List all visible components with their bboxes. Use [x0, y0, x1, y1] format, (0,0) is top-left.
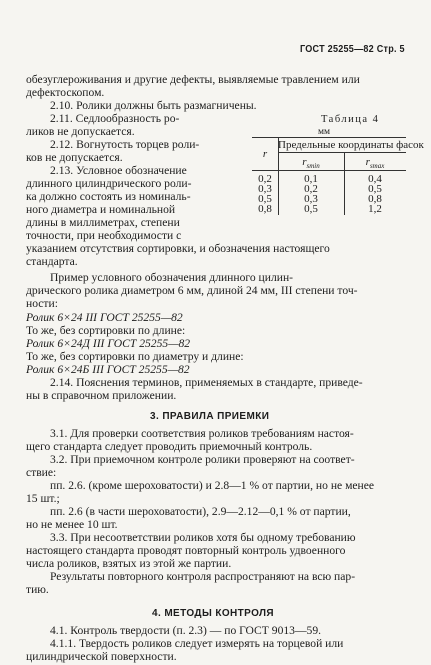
text-line: 4.1. Контроль твердости (п. 2.3) — по ГОСТ 9013—59.: [50, 624, 322, 637]
text-line: 4.1.1. Твердость роликов следует измерять на торцевой или: [50, 637, 344, 650]
text-line: ствие:: [26, 466, 57, 479]
text-line: числа роликов, взятых из этой же партии.: [26, 557, 232, 570]
text-line: длинного цилиндрического роли-: [26, 177, 192, 190]
table-caption: Таблица 4: [321, 114, 380, 125]
designation-example: Ролик 6×24Б III ГОСТ 25255—82: [26, 363, 190, 376]
column-header-rsmax: $r_{smax}$: [365, 156, 385, 171]
column-group-header: Предельные координаты фасок: [278, 139, 424, 151]
text-line: пп. 2.6 (в части шероховатости), 2.9—2.12—0,1 % от партии,: [50, 505, 351, 518]
text-line: цилиндрической поверхности.: [26, 650, 177, 663]
table-cell: 0,8: [258, 203, 272, 215]
text-line: тию.: [26, 583, 49, 596]
table-cell: 0,4: [368, 173, 382, 185]
text-line: То же, без сортировки по длине:: [26, 324, 186, 337]
text-line: ка должно состоять из номиналь-: [26, 190, 191, 203]
table-cell: 1,2: [368, 203, 382, 215]
text-line: дефектоскопом.: [26, 86, 105, 99]
table-cell: 0,3: [258, 183, 272, 195]
text-line: 15 шт.;: [26, 492, 60, 505]
text-line: 2.12. Вогнутость торцев роли-: [50, 138, 200, 151]
text-line: 3.3. При несоответствии роликов хотя бы одному требованию: [50, 531, 356, 544]
text-line: Пример условного обозначения длинного цилин-: [50, 271, 294, 284]
table-cell: 0,5: [258, 193, 272, 205]
text-line: ны в справочном приложении.: [26, 389, 177, 402]
table-cell: 0,2: [304, 183, 318, 195]
page-header: ГОСТ 25255—82 Стр. 5: [300, 43, 405, 55]
text-line: указанием отсутствия сортировки, и обозначения настоящего: [26, 242, 330, 255]
table-cell: 0,1: [304, 173, 318, 185]
text-line: 2.11. Седлообразность ро-: [50, 112, 180, 125]
designation-example: Ролик 6×24 III ГОСТ 25255—82: [26, 311, 183, 324]
chamfer-table: [252, 137, 424, 215]
text-line: дрического ролика диаметром 6 мм, длиной 24 мм, III степени точ-: [26, 284, 358, 297]
designation-example: Ролик 6×24Д III ГОСТ 25255—82: [26, 337, 191, 350]
text-line: 3.1. Для проверки соответствия роликов требованиям настоя-: [50, 427, 354, 440]
text-line: пп. 2.6. (кроме шероховатости) и 2.8—1 % от партии, но не менее: [50, 479, 375, 492]
text-line: 2.13. Условное обозначение: [50, 164, 187, 177]
text-line: ного диаметра и номинальной: [26, 203, 176, 216]
section-heading: 3. ПРАВИЛА ПРИЕМКИ: [150, 411, 270, 422]
table-cell: 0,5: [368, 183, 382, 195]
text-line: ликов не допускается.: [26, 125, 135, 138]
column-header-r: r: [262, 148, 268, 160]
text-line: ков не допускается.: [26, 151, 123, 164]
text-line: Результаты повторного контроля распространяют на всю пар-: [50, 570, 356, 583]
text-line: настоящего стандарта проводят повторный контроль удвоенного: [26, 544, 346, 557]
text-line: обезуглероживания и другие дефекты, выявляемые травлением или: [26, 73, 360, 86]
text-line: длины в миллиметрах, степени: [26, 216, 180, 229]
section-heading: 4. МЕТОДЫ КОНТРОЛЯ: [152, 608, 274, 619]
text-line: точности, при необходимости с: [26, 229, 182, 242]
text-line: стандарта.: [26, 255, 78, 268]
table-cell: 0,5: [304, 203, 318, 215]
text-line: ности:: [26, 297, 58, 310]
text-line: щего стандарта следует проводить приемочный контроль.: [26, 440, 313, 453]
text-line: 3.2. При приемочном контроле ролики проверяют на соответ-: [50, 453, 355, 466]
text-line: 2.14. Пояснения терминов, применяемых в стандарте, приведе-: [50, 376, 363, 389]
table-cell: 0,8: [368, 193, 382, 205]
table-border: [278, 152, 406, 153]
table-unit: мм: [318, 127, 331, 137]
column-header-rsmin: $r_{smin}$: [302, 156, 320, 171]
table-border: [252, 137, 406, 138]
text-line: То же, без сортировки по диаметру и длине:: [26, 350, 244, 363]
table-cell: 0,2: [258, 173, 272, 185]
text-line: но не менее 10 шт.: [26, 518, 118, 531]
text-line: 2.10. Ролики должны быть размагничены.: [50, 99, 257, 112]
table-cell: 0,3: [304, 193, 318, 205]
